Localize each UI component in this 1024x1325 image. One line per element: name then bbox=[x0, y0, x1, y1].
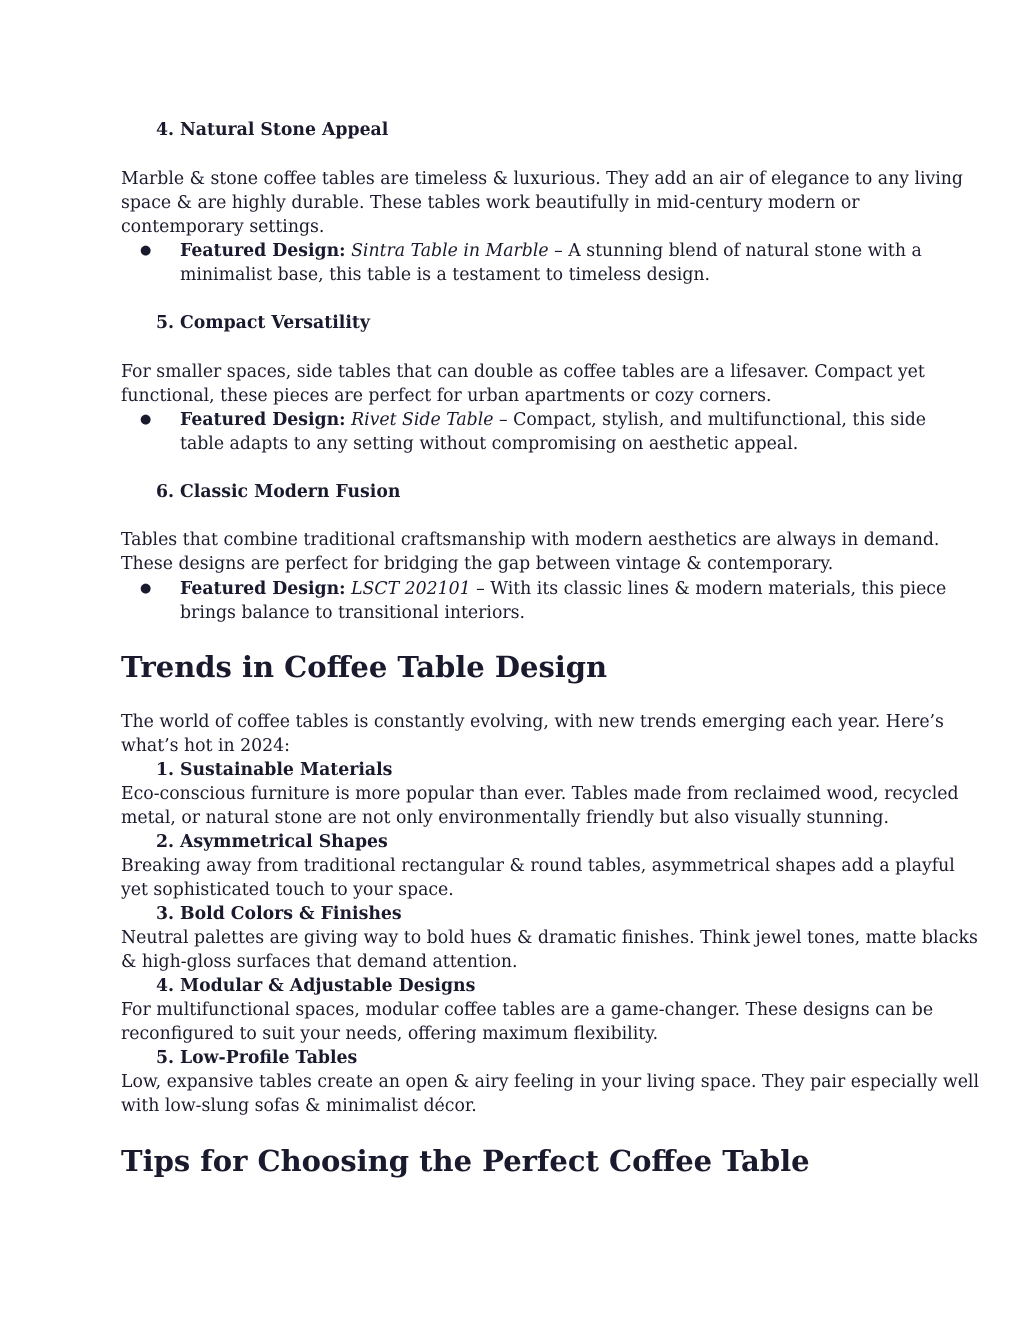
numbered-heading bbox=[121, 480, 911, 504]
list-number: 2. bbox=[155, 832, 174, 852]
text-line: Marble & stone coffee tables are timeless & luxurious. They add an air of elegance to any living bbox=[121, 169, 963, 189]
text-line: table adapts to any setting without compromising on aesthetic appeal. bbox=[180, 434, 799, 454]
text-line: Breaking away from traditional rectangular & round tables, asymmetrical shapes add a playful bbox=[121, 856, 955, 876]
numbered-heading bbox=[121, 311, 911, 335]
featured-description: – With its classic lines & modern materials, this piece bbox=[470, 579, 947, 599]
featured-description: – A stunning blend of natural stone with a bbox=[548, 241, 922, 261]
text-line: minimalist base, this table is a testament to timeless design. bbox=[180, 265, 711, 285]
text-line bbox=[180, 239, 922, 263]
list-item-title: Modular & Adjustable Designs bbox=[180, 976, 476, 996]
featured-description: – Compact, stylish, and multifunctional, this side bbox=[493, 410, 927, 430]
text-line: space & are highly durable. These tables work beautifully in mid-century modern or bbox=[121, 193, 860, 213]
list-item-heading bbox=[121, 902, 911, 926]
paragraph bbox=[121, 167, 963, 239]
list-number: 4. bbox=[155, 976, 174, 996]
featured-label: Featured Design: bbox=[180, 410, 346, 430]
text-line: brings balance to transitional interiors. bbox=[180, 603, 525, 623]
list-item-heading bbox=[121, 830, 911, 854]
subheading: Natural Stone Appeal bbox=[180, 120, 389, 140]
text-line: Tables that combine traditional craftsmanship with modern aesthetics are always in demand. bbox=[121, 530, 940, 550]
text-line: The world of coffee tables is constantly evolving, with new trends emerging each year. Here’s bbox=[121, 712, 944, 732]
paragraph bbox=[121, 710, 944, 758]
text-line: what’s hot in 2024: bbox=[121, 736, 290, 756]
text-line: yet sophisticated touch to your space. bbox=[121, 880, 454, 900]
list-number: 6. bbox=[155, 482, 174, 502]
text-line: with low-slung sofas & minimalist décor. bbox=[121, 1096, 477, 1116]
text-line: Neutral palettes are giving way to bold hues & dramatic finishes. Think jewel tones, matte blacks bbox=[121, 928, 978, 948]
featured-label: Featured Design: bbox=[180, 241, 346, 261]
bullet-icon: ● bbox=[140, 412, 152, 427]
bullet-icon: ● bbox=[140, 581, 152, 596]
list-number: 5. bbox=[155, 313, 174, 333]
featured-title: LSCT 202101 bbox=[351, 579, 471, 599]
list-item-heading bbox=[121, 758, 911, 782]
list-number: 5. bbox=[155, 1048, 174, 1068]
featured-title: Rivet Side Table bbox=[351, 410, 494, 430]
subheading: Classic Modern Fusion bbox=[180, 482, 401, 502]
text-line: Low, expansive tables create an open & airy feeling in your living space. They pair especially well bbox=[121, 1072, 979, 1092]
subheading: Compact Versatility bbox=[180, 313, 370, 333]
list-number: 4. bbox=[155, 120, 174, 140]
text-line: functional, these pieces are perfect for urban apartments or cozy corners. bbox=[121, 386, 772, 406]
numbered-heading bbox=[121, 118, 911, 142]
section-heading: Tips for Choosing the Perfect Coffee Table bbox=[121, 1144, 810, 1178]
trends-list bbox=[121, 758, 979, 1118]
section-heading: Trends in Coffee Table Design bbox=[121, 650, 608, 684]
paragraph bbox=[121, 528, 940, 576]
list-item-title: Low-Profile Tables bbox=[180, 1048, 358, 1068]
list-number: 3. bbox=[155, 904, 174, 924]
featured-design-item bbox=[121, 408, 927, 456]
text-line: For multifunctional spaces, modular coffee tables are a game-changer. These designs can be bbox=[121, 1000, 934, 1020]
text-line: metal, or natural stone are not only environmentally friendly but also visually stunning. bbox=[121, 808, 889, 828]
list-number: 1. bbox=[155, 760, 174, 780]
text-line: & high-gloss surfaces that demand attention. bbox=[121, 952, 518, 972]
list-item-title: Asymmetrical Shapes bbox=[180, 832, 388, 852]
bullet-icon: ● bbox=[140, 243, 152, 258]
text-line: These designs are perfect for bridging the gap between vintage & contemporary. bbox=[121, 554, 834, 574]
featured-design-item bbox=[121, 239, 922, 287]
list-item-title: Sustainable Materials bbox=[180, 760, 393, 780]
text-line: contemporary settings. bbox=[121, 217, 325, 237]
featured-title: Sintra Table in Marble bbox=[351, 241, 549, 261]
list-item-title: Bold Colors & Finishes bbox=[180, 904, 402, 924]
text-line bbox=[180, 577, 947, 601]
text-line: reconfigured to suit your needs, offering maximum flexibility. bbox=[121, 1024, 659, 1044]
text-line: Eco-conscious furniture is more popular than ever. Tables made from reclaimed wood, recycled bbox=[121, 784, 959, 804]
text-line bbox=[180, 408, 927, 432]
list-item-heading bbox=[121, 1046, 911, 1070]
featured-design-item bbox=[121, 577, 947, 625]
text-line: For smaller spaces, side tables that can double as coffee tables are a lifesaver. Compact yet bbox=[121, 362, 925, 382]
featured-label: Featured Design: bbox=[180, 579, 346, 599]
paragraph bbox=[121, 360, 925, 408]
list-item-heading bbox=[121, 974, 911, 998]
